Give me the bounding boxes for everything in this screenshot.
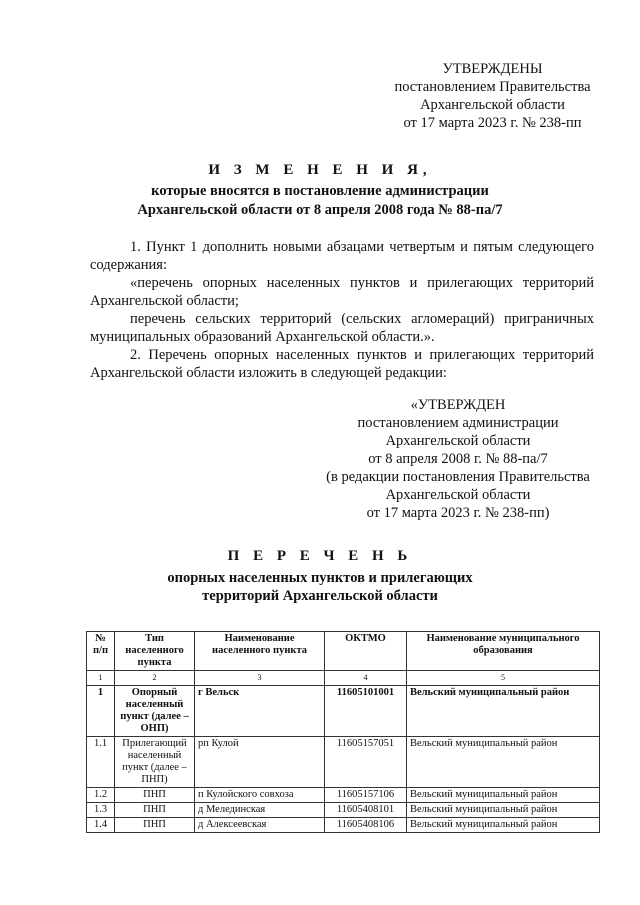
row-number: 1.4 — [87, 818, 115, 833]
row-oktmo: 11605101001 — [325, 686, 407, 737]
approval2-line-3: Архангельской области — [385, 433, 531, 449]
row-municipality: Вельский муниципальный район — [407, 737, 600, 788]
table-row — [87, 788, 600, 803]
column-number: 3 — [195, 671, 325, 686]
row-municipality: Вельский муниципальный район — [407, 803, 600, 818]
row-name: д Мелединская — [195, 803, 325, 818]
changes-subtitle — [0, 182, 640, 220]
row-type: Опорный населенный пункт (далее – ОНП) — [115, 686, 195, 737]
paragraph-3: перечень сельских территорий (сельских агломераций) приграничных муниципальных образований Архангельской области.». — [90, 311, 594, 345]
body-text — [90, 238, 594, 382]
column-number-row — [87, 671, 600, 686]
list-subtitle-line-2: территорий Архангельской области — [202, 588, 438, 604]
row-oktmo: 11605408106 — [325, 818, 407, 833]
header-municipality: Наименование муниципального образования — [407, 632, 600, 671]
header-type: Тип населенного пункта — [115, 632, 195, 671]
settlements-table — [86, 631, 600, 833]
row-number: 1.3 — [87, 803, 115, 818]
changes-subtitle-line-1: которые вносятся в постановление администрации — [151, 183, 489, 199]
row-name: д Алексеевская — [195, 818, 325, 833]
table-row — [87, 803, 600, 818]
table-row — [87, 686, 600, 737]
paragraph-2: «перечень опорных населенных пунктов и прилегающих территорий Архангельской области; — [90, 275, 594, 309]
row-municipality: Вельский муниципальный район — [407, 686, 600, 737]
list-title: П Е Р Е Ч Е Н Ь — [227, 548, 413, 564]
table-row — [87, 818, 600, 833]
approval-line-2: постановлением Правительства — [394, 79, 591, 95]
column-number: 1 — [87, 671, 115, 686]
table-row — [87, 737, 600, 788]
row-number: 1 — [87, 686, 115, 737]
header-oktmo: ОКТМО — [325, 632, 407, 671]
row-type: ПНП — [115, 803, 195, 818]
row-name: г Вельск — [195, 686, 325, 737]
column-number: 2 — [115, 671, 195, 686]
row-number: 1.2 — [87, 788, 115, 803]
changes-subtitle-line-2: Архангельской области от 8 апреля 2008 года № 88-па/7 — [137, 202, 503, 218]
approval2-line-4: от 8 апреля 2008 г. № 88-па/7 — [368, 451, 548, 467]
row-municipality: Вельский муниципальный район — [407, 788, 600, 803]
header-number: № п/п — [87, 632, 115, 671]
approval-line-3: Архангельской области — [420, 97, 565, 113]
approval2-line-5: (в редакции постановления Правительства — [326, 469, 590, 485]
list-subtitle-line-1: опорных населенных пунктов и прилегающих — [167, 570, 473, 586]
header-name: Наименование населенного пункта — [195, 632, 325, 671]
row-municipality: Вельский муниципальный район — [407, 818, 600, 833]
approval2-line-2: постановлением администрации — [357, 415, 559, 431]
approval-stamp — [330, 60, 640, 132]
approval-line-1: УТВЕРЖДЕНЫ — [442, 61, 543, 77]
column-number: 5 — [407, 671, 600, 686]
approval2-line-7: от 17 марта 2023 г. № 238-пп) — [366, 505, 550, 521]
approval2-line-6: Архангельской области — [385, 487, 531, 503]
row-oktmo: 11605157106 — [325, 788, 407, 803]
changes-title: И З М Е Н Е Н И Я, — [208, 162, 432, 178]
row-name: п Кулойского совхоза — [195, 788, 325, 803]
row-type: Прилегающий населенный пункт (далее – ПНП) — [115, 737, 195, 788]
approval2-line-1: «УТВЕРЖДЕН — [410, 397, 506, 413]
approval-line-4: от 17 марта 2023 г. № 238-пп — [403, 115, 582, 131]
row-number: 1.1 — [87, 737, 115, 788]
paragraph-4: 2. Перечень опорных населенных пунктов и прилегающих территорий Архангельской области изложить в следующей редакции: — [90, 347, 594, 381]
approval-stamp-2 — [298, 396, 618, 522]
column-number: 4 — [325, 671, 407, 686]
row-type: ПНП — [115, 788, 195, 803]
list-subtitle — [0, 569, 640, 605]
row-oktmo: 11605408101 — [325, 803, 407, 818]
paragraph-1: 1. Пункт 1 дополнить новыми абзацами четвертым и пятым следующего содержания: — [90, 239, 594, 273]
row-name: рп Кулой — [195, 737, 325, 788]
row-type: ПНП — [115, 818, 195, 833]
table-header-row — [87, 632, 600, 671]
row-oktmo: 11605157051 — [325, 737, 407, 788]
